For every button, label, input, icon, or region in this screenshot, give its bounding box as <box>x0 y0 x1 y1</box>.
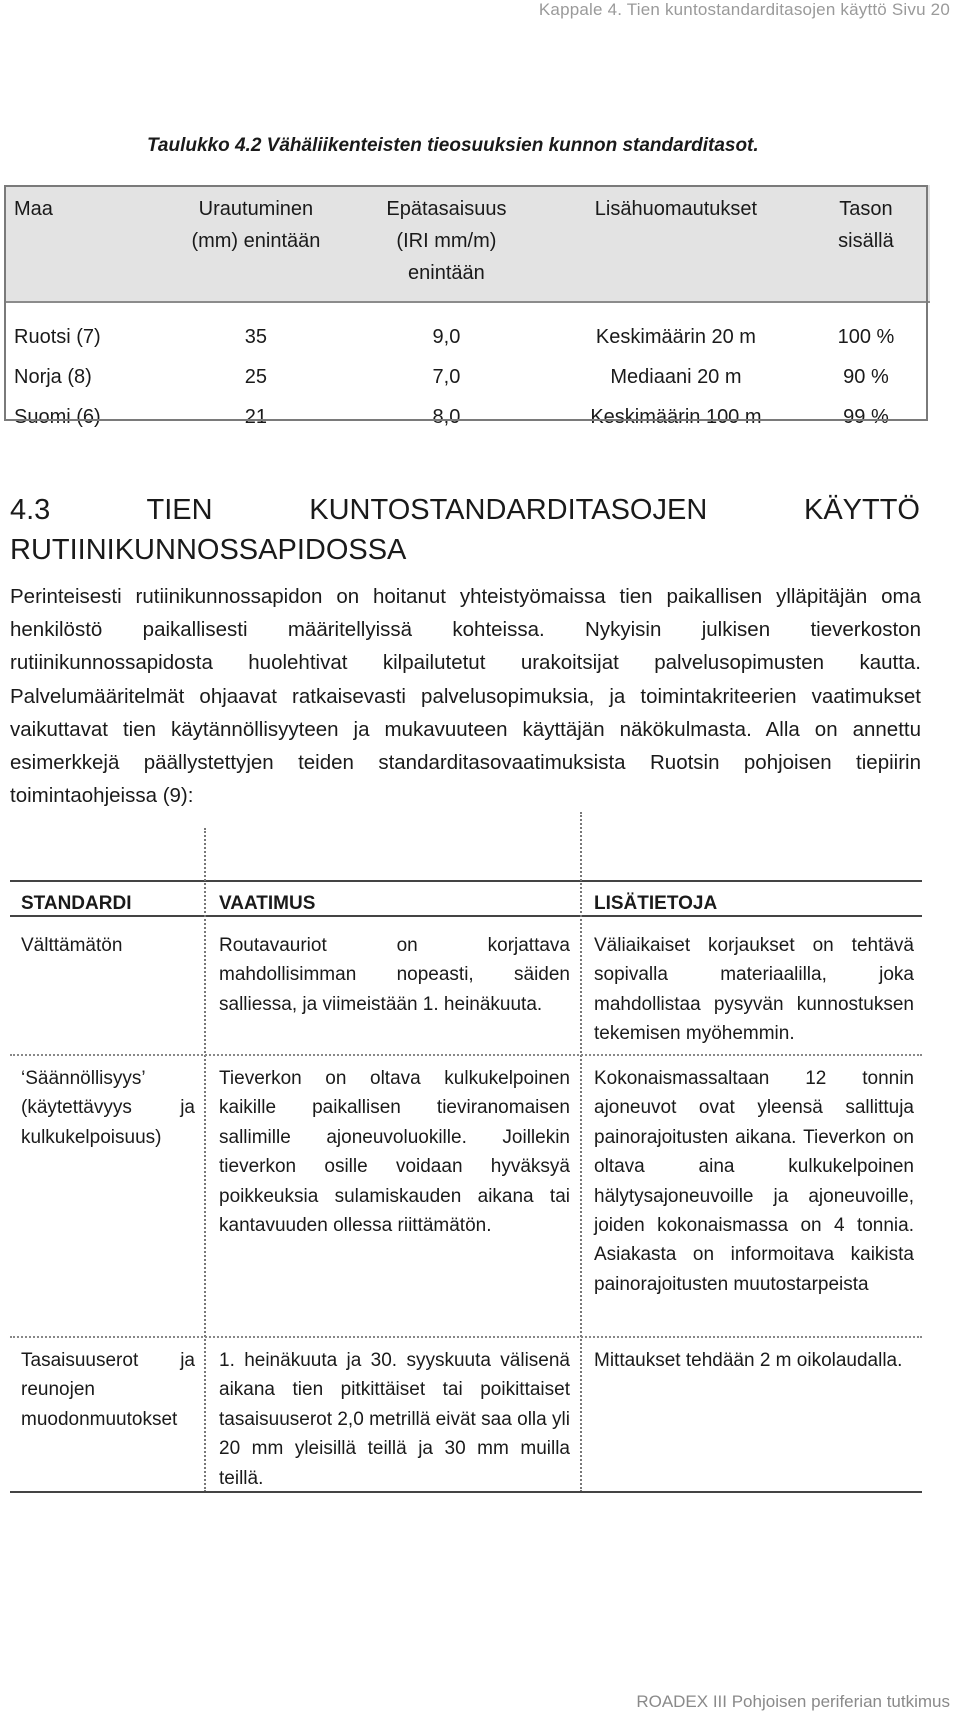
cell-epatasaisuus: 7,0 <box>432 365 461 388</box>
column-divider <box>580 812 582 1492</box>
standards-table <box>5 185 930 445</box>
header-lisahuomautukset: Lisähuomautukset <box>550 185 802 302</box>
row-divider <box>10 1336 922 1338</box>
section-heading-continued: RUTIINIKUNNOSSAPIDOSSA <box>10 534 407 566</box>
cell-standardi: ‘Säännöllisyys’ (käytettävyys ja kulkukelpoisuus) <box>21 1068 195 1148</box>
cell-tason: 90 % <box>843 365 889 388</box>
cell-epatasaisuus: 9,0 <box>432 325 461 348</box>
header-urautuminen: Urautuminen (mm) enintään <box>169 185 343 302</box>
header-tason: Tason sisällä <box>802 185 930 302</box>
cell-urautuminen: 21 <box>244 405 268 428</box>
cell-lisatietoja: Väliaikaiset korjaukset on tehtävä sopivalla materiaalilla, joka mahdollistaa pysyvän kunnostuksen tekemisen myöhemmin. <box>594 935 914 1045</box>
cell-vaatimus: Tieverkon on oltava kulkukelpoinen kaikille paikallisen tieviranomaisen sallimille ajoneuvoluokille. Joillekin tieverkon osille voidaan hyväksyä poikkeuksia sulamiskauden aikana tai kantavuuden ollessa riittämätön. <box>219 1068 570 1237</box>
cell-lisatietoja: Kokonaismassaltaan 12 tonnin ajoneuvot ovat yleensä sallittuja painorajoitusten aikana. Tieverkon on oltava aina kulkukelpoinen hälytysajoneuvoille ja ajoneuvoille, joiden kokonaismassa on 4 tonnia. Asiakasta on informoitava kaikista painorajoitusten muutostarpeista <box>594 1068 914 1295</box>
header-maa: Maa <box>5 185 169 302</box>
table-row <box>5 302 930 357</box>
cell-vaatimus: 1. heinäkuuta ja 30. syyskuuta välisenä aikana tien pitkittäiset tai poikittaiset tasaisuuserot 2,0 metrillä eivät saa olla yli 20 mm yleisillä teillä ja 30 mm muilla teillä. <box>219 1350 570 1489</box>
cell-standardi: Tasaisuuserot ja reunojen muodonmuutokset <box>21 1350 195 1430</box>
cell-maa: Norja (8) <box>14 365 92 388</box>
cell-lisatietoja: Mittaukset tehdään 2 m oikolaudalla. <box>594 1350 903 1371</box>
table-row <box>5 397 930 445</box>
table-caption: Taulukko 4.2 Vähäliikenteisten tieosuuksien kunnon standarditasot. <box>147 135 759 156</box>
requirements-table-top-rule <box>10 880 922 882</box>
cell-vaatimus: Routavauriot on korjattava mahdollisimman nopeasti, säiden salliessa, ja viimeistään 1. heinäkuuta. <box>219 935 570 1015</box>
header-epatasaisuus: Epätasaisuus (IRI mm/m) enintään <box>343 185 550 302</box>
requirements-table-header-rule <box>10 915 922 917</box>
section-heading: 4.3 TIEN KUNTOSTANDARDITASOJEN KÄYTTÖ <box>10 494 920 526</box>
cell-lisa: Keskimäärin 20 m <box>595 325 756 348</box>
body-paragraph: Perinteisesti rutiinikunnossapidon on hoitanut yhteistyömaissa tien paikallisen ylläpitäjän oma henkilöstö paikallisesti määritellyissä kohteissa. Nykyisin julkisen tieverkoston rutiinikunnossapidosta huolehtivat kilpailutetut urakoitsijat palvelusopimusten kautta. Palvelumääritelmät ohjaavat ratkaisevasti palvelusopimuksia, ja toimintakriteerien vaatimukset vaikuttavat tien käytännöllisyyteen ja mukavuuteen käyttäjän näkökulmasta. Alla on annettu esimerkkejä päällystettyjen teiden standarditasovaatimuksista Ruotsin pohjoisen tiepiirin toimintaohjeissa (9): <box>10 585 921 808</box>
cell-tason: 99 % <box>843 405 889 428</box>
column-divider <box>204 828 206 1492</box>
requirements-table-bottom-rule <box>10 1491 922 1493</box>
cell-epatasaisuus: 8,0 <box>432 405 461 428</box>
cell-maa: Ruotsi (7) <box>14 325 101 348</box>
standards-table-header-row <box>5 185 930 302</box>
table-row <box>5 357 930 397</box>
header-standardi: STANDARDI <box>21 893 132 914</box>
header-vaatimus: VAATIMUS <box>219 893 316 914</box>
cell-urautuminen: 25 <box>244 365 268 388</box>
cell-lisa: Keskimäärin 100 m <box>590 405 762 428</box>
page-footer: ROADEX III Pohjoisen periferian tutkimus <box>636 1692 950 1711</box>
cell-urautuminen: 35 <box>244 325 268 348</box>
cell-maa: Suomi (6) <box>14 405 101 428</box>
row-divider <box>10 1054 922 1056</box>
cell-lisa: Mediaani 20 m <box>610 365 742 388</box>
page-header: Kappale 4. Tien kuntostandarditasojen käyttö Sivu 20 <box>538 0 950 19</box>
header-lisatietoja: LISÄTIETOJA <box>594 893 718 914</box>
cell-standardi: Välttämätön <box>21 935 123 956</box>
cell-tason: 100 % <box>837 325 895 348</box>
